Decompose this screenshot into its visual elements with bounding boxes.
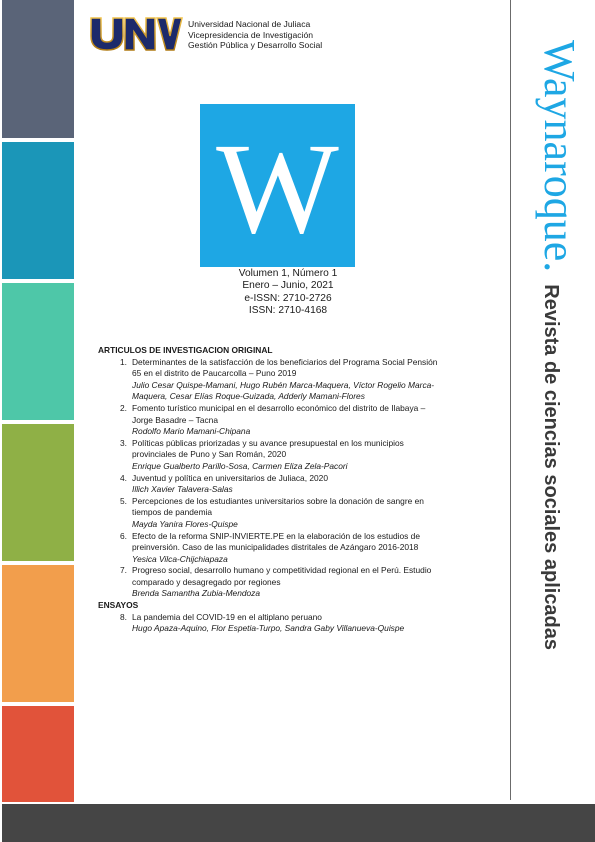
color-band-teal [2, 283, 74, 420]
journal-subtitle: Revista de ciencias sociales aplicadas [540, 284, 562, 651]
toc-entry-title-line: preinversión. Caso de las municipalidades distritales de Azángaro 2016-2018 [132, 542, 419, 553]
toc-entry-number: 4. [120, 472, 127, 483]
toc-entry-title-line: Determinantes de la satisfacción de los beneficiarios del Programa Social Pensión [132, 356, 438, 367]
toc-entry-body [132, 612, 503, 635]
section-heading-essays: ENSAYOS [98, 600, 139, 611]
toc-entry-authors-line: Mayda Yanira Flores-Quispe [132, 518, 238, 529]
toc-entry-title-line: Efecto de la reforma SNIP-INVIERTE.PE en la elaboración de los estudios de [132, 530, 421, 541]
toc-entry [98, 357, 503, 403]
toc-entry [98, 565, 503, 600]
table-of-contents [98, 345, 503, 635]
bottom-bar [2, 804, 595, 842]
toc-entry-authors-line: Maquera, Cesar Elías Roque-Guizada, Adderly Mamani-Flores [132, 391, 365, 402]
toc-entry-number: 7. [120, 565, 127, 576]
eissn: e-ISSN: 2710-2726 [244, 292, 332, 304]
issn: ISSN: 2710-4168 [248, 305, 328, 317]
toc-entry-body [132, 531, 503, 566]
toc-entry-authors-line: Julio Cesar Quispe-Mamani, Hugo Rubén Marca-Maquera, Víctor Rogelio Marca- [132, 379, 435, 390]
toc-entry-title-line: Fomento turístico municipal en el desarrollo económico del distrito de Ilabaya – [132, 402, 426, 413]
toc-entry [98, 531, 503, 566]
toc-entry-title-line: provinciales de Puno y San Román, 2020 [132, 449, 287, 460]
journal-mark-letter: W [216, 117, 339, 261]
issue-info [200, 268, 376, 318]
toc-entry-number: 5. [120, 495, 127, 506]
toc-entry-title-line: La pandemia del COVID-19 en el altiplano peruano [132, 611, 322, 622]
vertical-divider [510, 0, 511, 800]
institution-block [188, 19, 322, 51]
toc-entry-number: 6. [120, 530, 127, 541]
toc-entry-body [132, 565, 503, 600]
toc-entry-title-line: Juventud y política en universitarios de Juliaca, 2020 [132, 472, 328, 483]
toc-entry-authors-line: Hugo Apaza-Aquino, Flor Espetia-Turpo, Sandra Gaby Villanueva-Quispe [132, 623, 405, 634]
toc-entry-authors-line: Brenda Samantha Zubia-Mendoza [132, 588, 261, 599]
toc-entry [98, 612, 503, 635]
toc-entry-authors-line: Yesica Vilca-Chijchiapaza [132, 553, 228, 564]
toc-entry-title-line: Percepciones de los estudiantes universitarios sobre la donación de sangre en [132, 495, 424, 506]
toc-entry-authors-line: Rodolfo Mario Mamani-Chipana [132, 426, 251, 437]
university-logo [89, 14, 183, 54]
toc-entry [98, 496, 503, 531]
section-heading-articles: ARTICULOS DE INVESTIGACION ORIGINAL [98, 345, 273, 355]
toc-entry-body [132, 496, 503, 531]
toc-entry-title-line: Jorge Basadre – Tacna [132, 414, 218, 425]
toc-entry-number: 3. [120, 437, 127, 448]
toc-entry-title-line: 65 en el distrito de Paucarcolla – Puno 2019 [132, 368, 297, 379]
journal-title-vertical [521, 40, 584, 740]
volume-number: Volumen 1, Número 1 [238, 268, 338, 279]
toc-entry [98, 438, 503, 473]
toc-entry-title-line: comparado y desagregado por regiones [132, 576, 281, 587]
toc-entry-body [132, 357, 503, 403]
institution-name: Universidad Nacional de Juliaca [188, 19, 311, 29]
issue-period: Enero – Junio, 2021 [242, 280, 334, 292]
toc-entry-authors-line: Illich Xavier Talavera-Salas [132, 484, 233, 495]
color-band-green [2, 424, 74, 561]
toc-entry-body [132, 438, 503, 473]
toc-entry [98, 473, 503, 496]
essays-list [98, 612, 503, 635]
color-band-blue [2, 142, 74, 279]
toc-entry-body [132, 403, 503, 438]
toc-entry-authors-line: Enrique Gualberto Parillo-Sosa, Carmen Eliza Zela-Pacori [132, 460, 348, 471]
institution-vicepresidency: Vicepresidencia de Investigación [188, 29, 314, 40]
toc-entry-title-line: Políticas públicas priorizadas y su avance presupuestal en los municipios [132, 437, 404, 448]
color-band-orange [2, 565, 74, 702]
toc-entry-title-line: tiempos de pandemia [132, 507, 213, 518]
toc-entry-number: 8. [120, 611, 127, 622]
toc-entry-number: 2. [120, 402, 127, 413]
articles-list [98, 357, 503, 600]
toc-entry-body [132, 473, 503, 496]
journal-mark [200, 104, 355, 267]
toc-entry-title-line: Progreso social, desarrollo humano y competitividad regional en el Perú. Estudio [132, 565, 432, 576]
journal-name: Waynaroque. [535, 40, 584, 273]
toc-entry [98, 403, 503, 438]
color-band-red [2, 706, 74, 802]
toc-entry-number: 1. [120, 356, 127, 367]
color-band-slate [2, 0, 74, 138]
institution-department: Gestión Pública y Desarrollo Social [188, 40, 323, 51]
